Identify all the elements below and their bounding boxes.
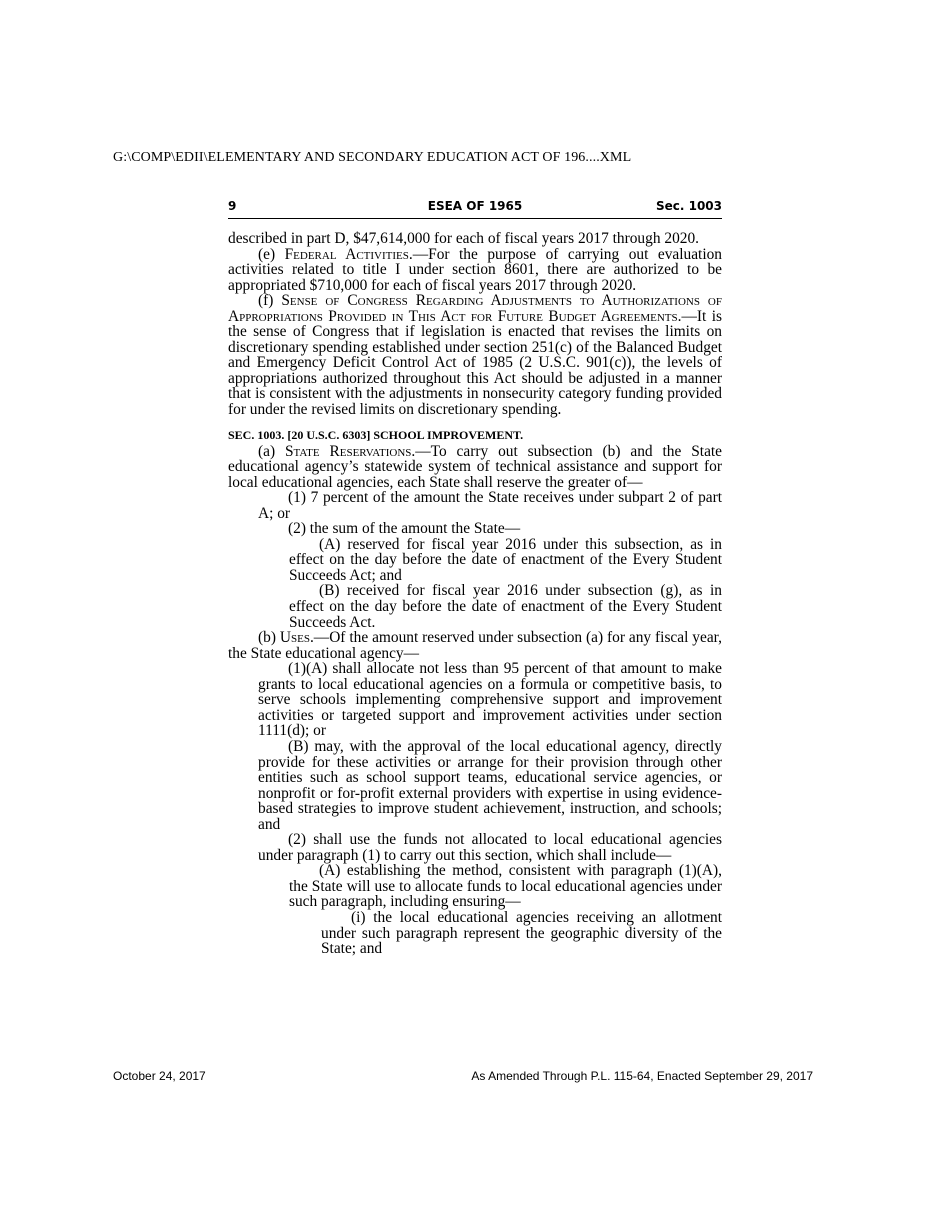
running-head-title: ESEA OF 1965 (427, 199, 523, 213)
subparagraph-a-2-B: (B) received for fiscal year 2016 under subsection (g), as in effect on the day before the date of enactment of the Every Student Succeeds Act. (289, 582, 722, 631)
paragraph-f-heading: Sense of Congress Regarding Adjustments to Authorizations of Appropriations Provided in This Act for Future Budget Agreements (228, 292, 722, 325)
paragraph-b-1-B: (B) may, with the approval of the local educational agency, directly provide for these activities or arrange for their provision through other entities such as school support teams, educational service agencies, or nonprofit or for-profit external providers with expertise in using evidence-based strategies to improve student achievement, instruction, and schools; and (258, 737, 722, 833)
paragraph-f: (f) Sense of Congress Regarding Adjustments to Authorizations of Appropriations Provided in This Act for Future Budget Agreements.—It is the sense of Congress that if legislation is enacted that revises the limits on discretionary spending established under section 251(c) of the Balanced Budget and Emergency Deficit Control Act of 1985 (2 U.S.C. 901(c)), the levels of appropriations authorized throughout this Act should be adjusted in a manner that is consistent with the adjustments in nonsecurity category funding provided for under the revised limits on discretionary spending. (228, 292, 722, 419)
subsection-b: (b) Uses.—Of the amount reserved under subsection (a) for any fiscal year, the State educational agency— (228, 629, 723, 662)
paragraph-a-2: (2) the sum of the amount the State— (288, 520, 521, 538)
paragraph-b-2: (2) shall use the funds not allocated to local educational agencies under paragraph (1) to carry out this section, which shall include— (258, 831, 722, 864)
running-head (228, 198, 722, 219)
clause-b-2-A-i: (i) the local educational agencies receiving an allotment under such paragraph represent the geographic diversity of the State; and (321, 908, 722, 958)
subparagraph-b-2-A: (A) establishing the method, consistent with paragraph (1)(A), the State will use to allocate funds to local educational agencies under such paragraph, including ensuring— (289, 862, 722, 911)
subsection-b-heading: Uses (279, 629, 310, 647)
paragraph-e-heading: Federal Activities (284, 245, 409, 263)
paragraph-d-continued: described in part D, $47,614,000 for each of fiscal years 2017 through 2020. (228, 230, 699, 247)
section-heading: SEC. 1003. [20 U.S.C. 6303] SCHOOL IMPROVEMENT. (228, 427, 524, 442)
paragraph-b-1-A: (1)(A) shall allocate not less than 95 percent of that amount to make grants to local educational agencies on a formula or competitive basis, to serve schools implementing comprehensive support and improvement activities or targeted support and improvement activities under section 1111(d); or (258, 660, 722, 740)
file-path: G:\COMP\EDII\ELEMENTARY AND SECONDARY EDUCATION ACT OF 196....XML (113, 150, 632, 165)
footer-date: October 24, 2017 (113, 1069, 206, 1083)
page-number: 9 (228, 199, 237, 213)
footer-amended-through: As Amended Through P.L. 115-64, Enacted September 29, 2017 (471, 1069, 813, 1083)
subsection-a-heading: State Reservations (285, 442, 412, 460)
subsection-a: (a) State Reservations.—To carry out subsection (b) and the State educational agency’s statewide system of technical assistance and support for local educational agencies, each State shall reserve the greater of— (228, 442, 723, 491)
subparagraph-a-2-A: (A) reserved for fiscal year 2016 under this subsection, as in effect on the day before the date of enactment of the Every Student Succeeds Act; and (289, 535, 722, 584)
document-body (228, 231, 722, 957)
paragraph-e: (e) Federal Activities.—For the purpose of carrying out evaluation activities related to title I under section 8601, there are authorized to be appropriated $710,000 for each of fiscal years 2017 through 2020. (228, 245, 722, 294)
running-head-section: Sec. 1003 (655, 199, 722, 213)
paragraph-a-1: (1) 7 percent of the amount the State receives under subpart 2 of part A; or (258, 489, 722, 522)
